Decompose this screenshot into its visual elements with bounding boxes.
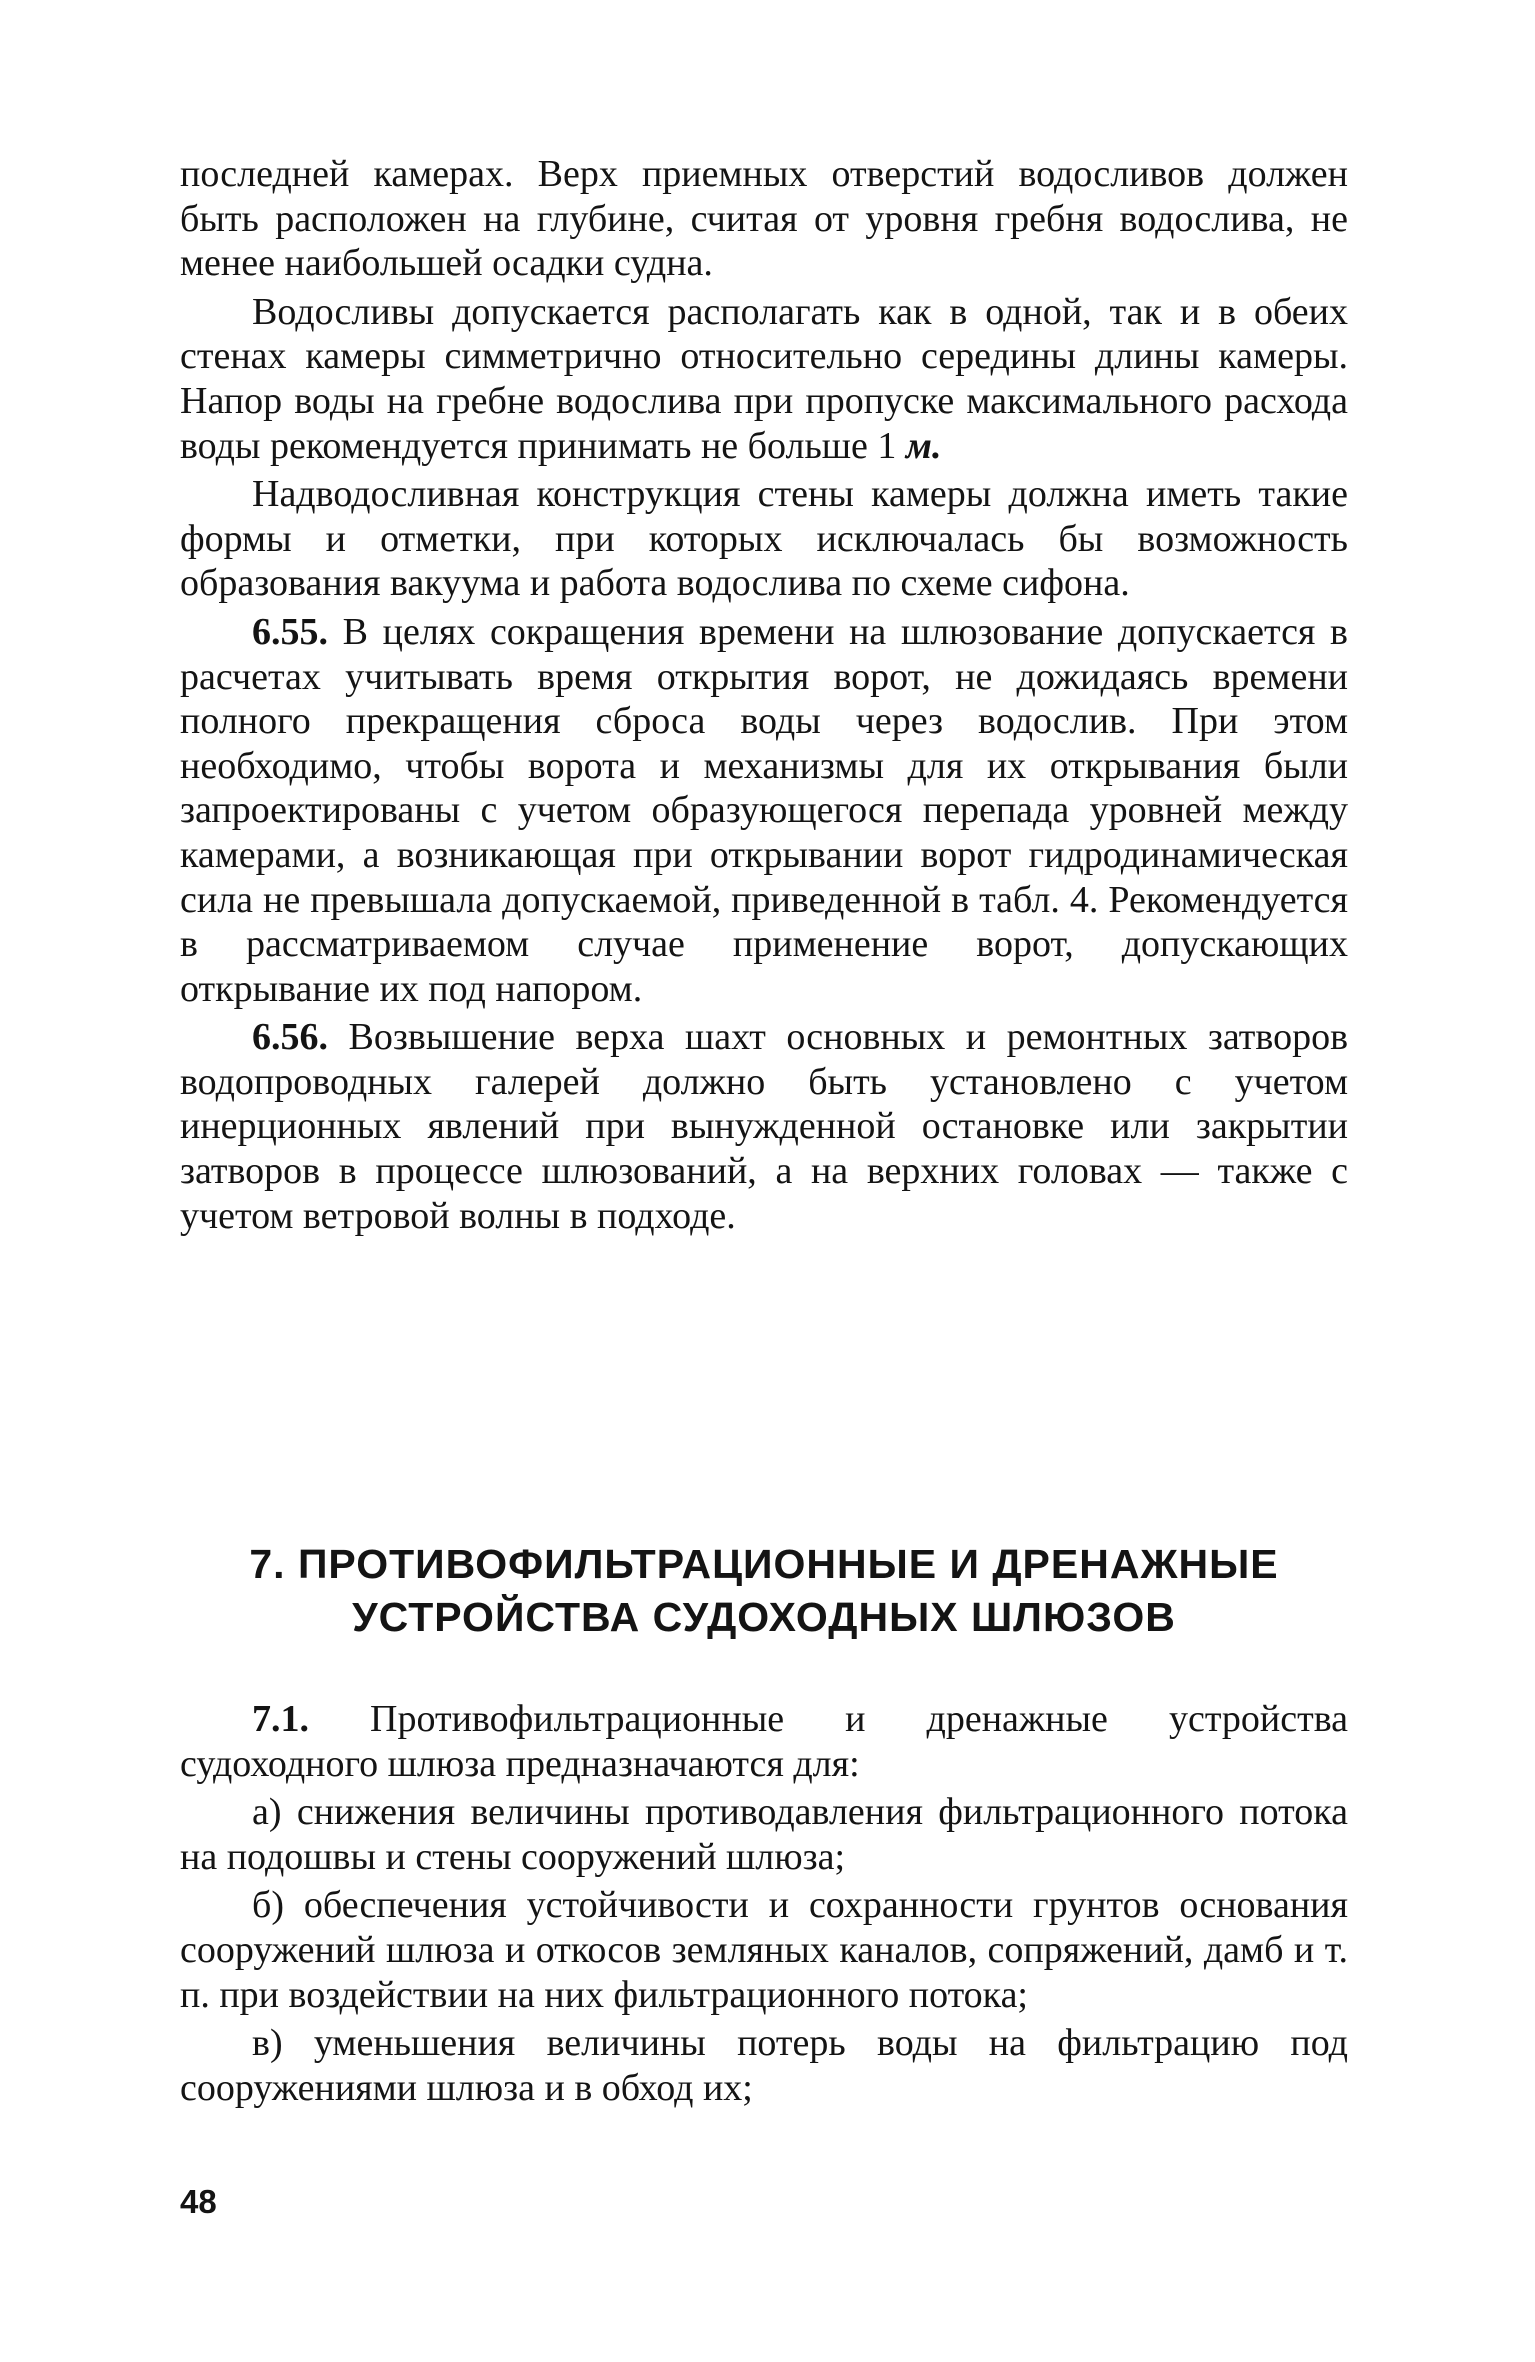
clause-number: 6.55.: [252, 610, 328, 653]
clause-text: Возвышение верха шахт основных и ремонтных затворов водопроводных галерей должно быть установлено с учетом инерционных явлений при вынужденной остановке или закрытии затворов в процессе шлюзований, а на верхних головах — также с учетом ветровой волны в подходе.: [180, 1016, 1349, 1237]
list-item-a: а) снижения величины противодавления фильтрационного потока на подошвы и стены сооружений шлюза;: [180, 1791, 1348, 1878]
paragraph-continuation: последней камерах. Верх приемных отверстий водосливов должен быть расположен на глубине, считая от уровня гребня водослива, не менее наибольшей осадки судна.: [180, 153, 1348, 285]
paragraph-weirs: [180, 290, 1348, 468]
section-heading: [180, 1538, 1348, 1644]
list-item-b: б) обеспечения устойчивости и сохранности грунтов основания сооружений шлюза и откосов земляных каналов, сопряжений, дамб и т. п. при воздействии на них фильтрационного потока;: [180, 1884, 1348, 2016]
unit-meters: м.: [905, 424, 942, 467]
section-title-line-1: 7. ПРОТИВОФИЛЬТРАЦИОННЫЕ И ДРЕНАЖНЫЕ: [249, 1541, 1279, 1587]
clause-7-1: [180, 1697, 1348, 1786]
section-title: [180, 1538, 1348, 1644]
top-text-block: [180, 152, 1348, 1242]
clause-number: 6.56.: [252, 1016, 328, 1059]
list-item-v: в) уменьшения величины потерь воды на фильтрацию под сооружениями шлюза и в обход их;: [180, 2022, 1348, 2109]
paragraph-weirs-text: Водосливы допускается располагать как в одной, так и в обеих стенах камеры симметрично относительно середины длины камеры. Напор воды на гребне водослива при пропуске максимального расхода воды рекомендуется принимать не больше 1: [180, 290, 1348, 467]
clause-6-56: [180, 1015, 1348, 1238]
page-number: 48: [180, 2183, 217, 2220]
paragraph-over-weir-structure: Надводосливная конструкция стены камеры должна иметь такие формы и отметки, при которых исключалась бы возможность образования вакуума и работа водослива по схеме сифона.: [180, 473, 1348, 605]
clause-6-55: [180, 610, 1348, 1011]
clause-text: В целях сокращения времени на шлюзование допускается в расчетах учитывать время открытия ворот, не дожидаясь времени полного прекращения сброса воды через водослив. При этом необходимо, чтобы ворота и механизмы для их открывания были запроектированы с учетом образующегося перепада уровней между камерами, а возникающая при открывании ворот гидродинамическая сила не превышала допускаемой, приведенной в табл. 4. Рекомендуется в рассматриваемом случае применение ворот, допускающих открывание их под напором.: [180, 610, 1348, 1010]
section-title-line-2: УСТРОЙСТВА СУДОХОДНЫХ ШЛЮЗОВ: [352, 1594, 1176, 1640]
section-body: [180, 1697, 1348, 2114]
clause-number: 7.1.: [252, 1698, 309, 1740]
clause-text: Противофильтрационные и дренажные устройства судоходного шлюза предназначаются для:: [180, 1698, 1349, 1785]
